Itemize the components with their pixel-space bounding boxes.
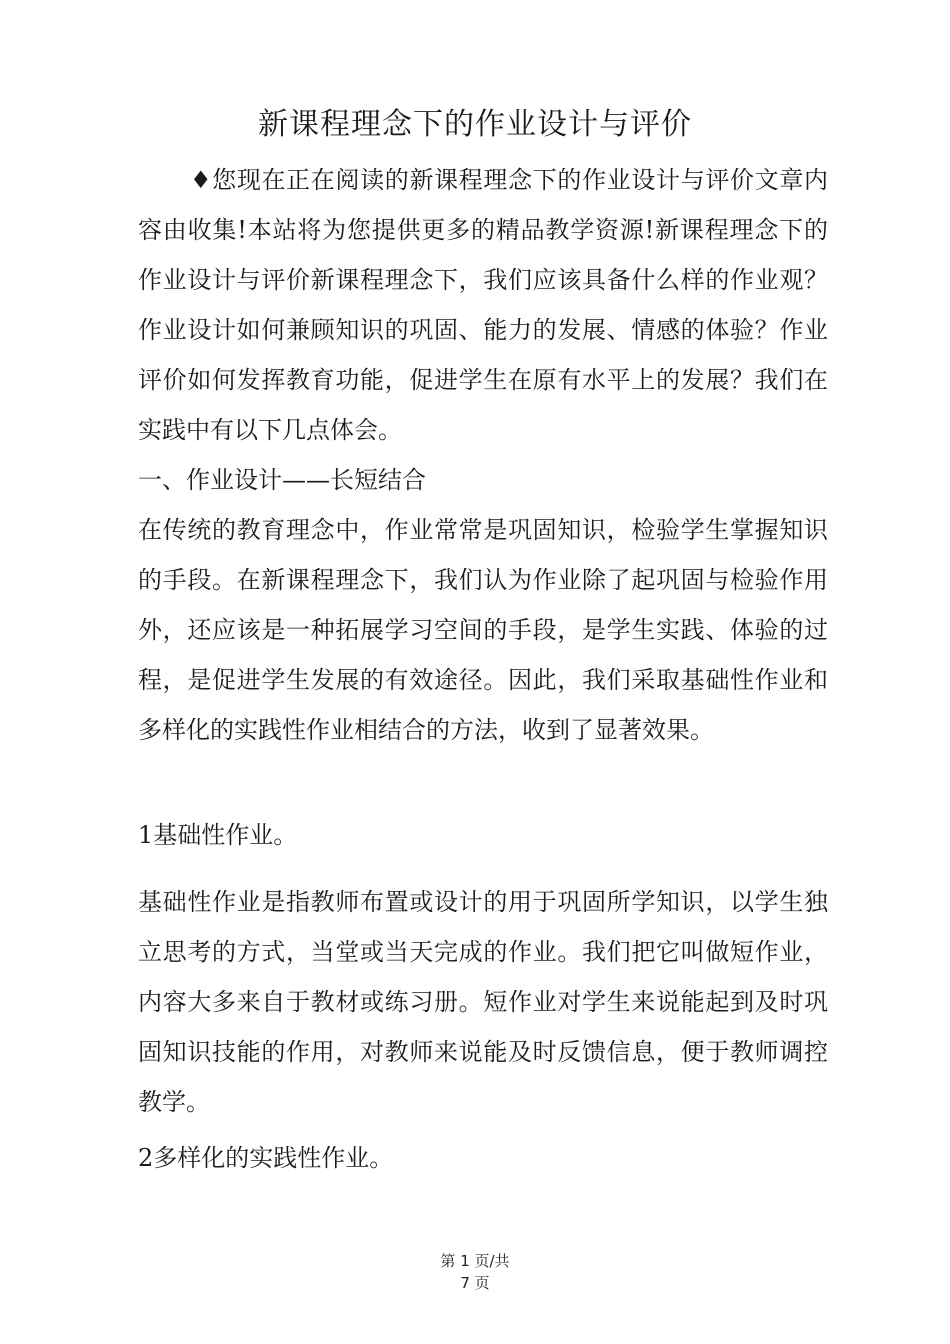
item-1-body: 基础性作业是指教师布置或设计的用于巩固所学知识，以学生独立思考的方式，当堂或当天完成的作业。我们把它叫做短作业，内容大多来自于教材或练习册。短作业对学生来说能起到及时巩固知识技能的作用，对教师来说能及时反馈信息，便于教师调控教学。	[138, 888, 828, 1116]
intro-paragraph: ♦您现在正在阅读的新课程理念下的作业设计与评价文章内容由收集!本站将为您提供更多的精品教学资源!新课程理念下的作业设计与评价新课程理念下，我们应该具备什么样的作业观？作业设计如何兼顾知识的巩固、能力的发展、情感的体验？作业评价如何发挥教育功能，促进学生在原有水平上的发展？我们在实践中有以下几点体会。	[138, 166, 828, 444]
section-heading-1: 一、作业设计——长短结合	[138, 466, 426, 494]
document-title: 新课程理念下的作业设计与评价	[258, 107, 692, 142]
page-number-line-2: 7 页	[460, 1274, 490, 1292]
section-1-body: 在传统的教育理念中，作业常常是巩固知识，检验学生掌握知识的手段。在新课程理念下，我们认为作业除了起巩固与检验作用外，还应该是一种拓展学习空间的手段，是学生实践、体验的过程，是促进学生发展的有效途径。因此，我们采取基础性作业和多样化的实践性作业相结合的方法，收到了显著效果。	[138, 516, 828, 744]
page-number-line-1: 第 1 页/共	[440, 1252, 510, 1270]
item-heading-2: 2多样化的实践性作业。	[138, 1144, 394, 1172]
item-heading-1: 1基础性作业。	[138, 821, 298, 849]
